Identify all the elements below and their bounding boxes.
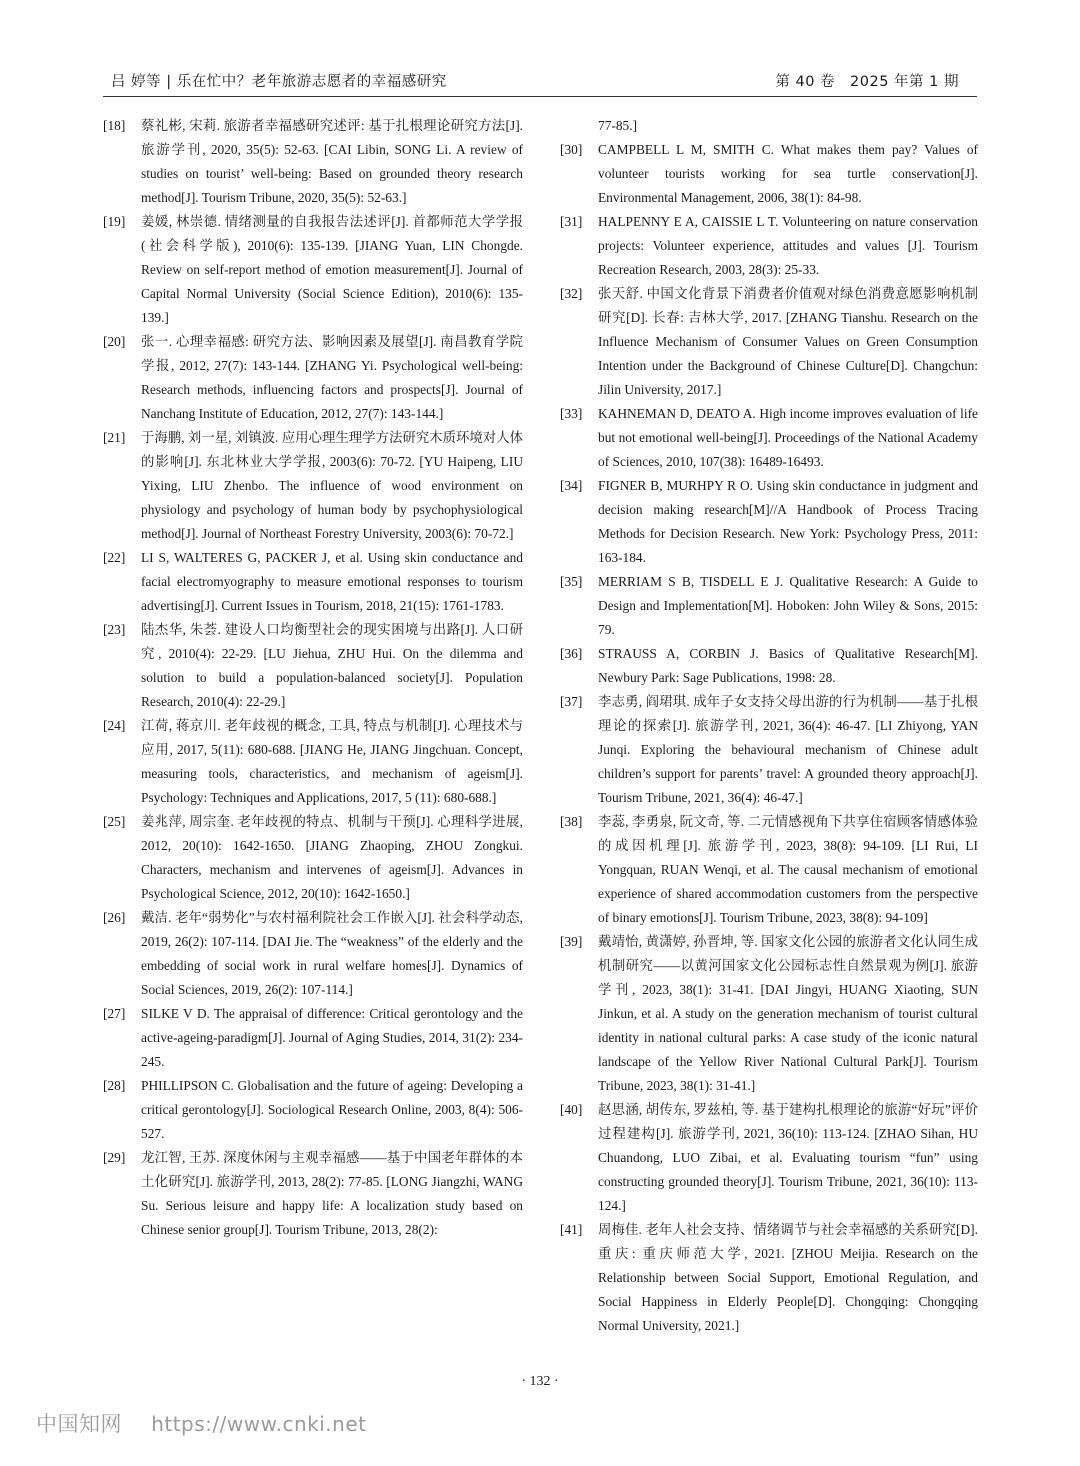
reference-item bbox=[560, 690, 978, 810]
reference-item bbox=[560, 138, 978, 210]
reference-number: [26] bbox=[103, 910, 126, 925]
reference-item bbox=[103, 546, 523, 618]
reference-text: 姜媛, 林崇德. 情绪测量的自我报告法述评[J]. 首都师范大学学报(社会科学版), 2010(6): 135-139. [JIANG Yuan, LIN Chongde. Review on self-report method of emotion measurement[J]. Journal of Capital Normal University (Social Science Edition), 2010(6): 135-139.] bbox=[141, 214, 523, 325]
reference-number: [27] bbox=[103, 1006, 126, 1021]
reference-text: 江荷, 蒋京川. 老年歧视的概念, 工具, 特点与机制[J]. 心理技术与应用, 2017, 5(11): 680-688. [JIANG He, JIANG Jingchuan. Concept, measuring tools, characteristics, and mechanism of ageism[J]. Psychology: Techniques and Applications, 2017, 5 (11): 680-688.] bbox=[141, 718, 523, 805]
reference-number: [22] bbox=[103, 550, 126, 565]
reference-item bbox=[560, 402, 978, 474]
reference-text: HALPENNY E A, CAISSIE L T. Volunteering on nature conservation projects: Volunteer experience, attitudes and values [J]. Tourism Recreation Research, 2003, 28(3): 25-33. bbox=[598, 214, 978, 277]
reference-item bbox=[103, 1002, 523, 1074]
reference-text: 李蕊, 李勇泉, 阮文奇, 等. 二元情感视角下共享住宿顾客情感体验的成因机理[J]. 旅游学刊, 2023, 38(8): 94-109. [LI Rui, LI Yongquan, RUAN Wenqi, et al. The causal mechanism of emotional experience of shared accommodation customers from the perspective of binary emotions[J]. Tourism Tribune, 2023, 38(8): 94-109] bbox=[598, 814, 978, 925]
watermark-url: https://www.cnki.net bbox=[151, 1412, 367, 1436]
reference-item bbox=[103, 810, 523, 906]
reference-number: [33] bbox=[560, 406, 583, 421]
reference-item bbox=[560, 1218, 978, 1338]
reference-text: 李志勇, 阎珺琪. 成年子女支持父母出游的行为机制——基于扎根理论的探索[J]. 旅游学刊, 2021, 36(4): 46-47. [LI Zhiyong, YAN Junqi. Exploring the behavioural mechanism of Chinese adult children’s support for parents’ travel: A grounded theory approach[J]. Tourism Tribune, 2021, 36(4): 46-47.] bbox=[598, 694, 978, 805]
reference-text: 戴靖怡, 黄潇婷, 孙晋坤, 等. 国家文化公园的旅游者文化认同生成机制研究——以黄河国家文化公园标志性自然景观为例[J]. 旅游学刊, 2023, 38(1): 31-41. [DAI Jingyi, HUANG Xiaoting, SUN Jinkun, et al. A study on the generation mechanism of tourist cultural identity in national cultural parks: A case study of the iconic natural landscape of the Yellow River National Cultural Park[J]. Tourism Tribune, 2023, 38(1): 31-41.] bbox=[598, 934, 978, 1093]
reference-number: [38] bbox=[560, 814, 583, 829]
reference-number: [32] bbox=[560, 286, 583, 301]
reference-number: [25] bbox=[103, 814, 126, 829]
reference-item bbox=[560, 642, 978, 690]
reference-number: [31] bbox=[560, 214, 583, 229]
watermark-brand: 中国知网 bbox=[36, 1412, 122, 1436]
reference-text: 姜兆萍, 周宗奎. 老年歧视的特点、机制与干预[J]. 心理科学进展, 2012, 20(10): 1642-1650. [JIANG Zhaoping, ZHOU Zongkui. Characters, mechanism and intervenes of ageism[J]. Advances in Psychological Science, 2012, 20(10): 1642-1650.] bbox=[141, 814, 523, 901]
reference-item bbox=[103, 618, 523, 714]
reference-text: 陆杰华, 朱荟. 建设人口均衡型社会的现实困境与出路[J]. 人口研究, 2010(4): 22-29. [LU Jiehua, ZHU Hui. On the dilemma and solution to build a population-balanced society[J]. Population Research, 2010(4): 22-29.] bbox=[141, 622, 523, 709]
reference-text: STRAUSS A, CORBIN J. Basics of Qualitative Research[M]. Newbury Park: Sage Publications, 1998: 28. bbox=[598, 646, 978, 685]
reference-item bbox=[103, 210, 523, 330]
references-right-column bbox=[560, 114, 978, 1338]
reference-continuation: 77-85.] bbox=[598, 118, 638, 133]
reference-number: [21] bbox=[103, 430, 126, 445]
reference-item bbox=[103, 426, 523, 546]
page-number: · 132 · bbox=[521, 1374, 559, 1389]
reference-text: 张天舒. 中国文化背景下消费者价值观对绿色消费意愿影响机制研究[D]. 长春: 吉林大学, 2017. [ZHANG Tianshu. Research on the Influence Mechanism of Consumer Values on Green Consumption Intention under the Background of Chinese Culture[D]. Changchun: Jilin University, 2017.] bbox=[598, 286, 978, 397]
reference-number: [41] bbox=[560, 1222, 583, 1237]
reference-text: FIGNER B, MURHPY R O. Using skin conductance in judgment and decision making research[M]//A Handbook of Process Tracing Methods for Decision Research. New York: Psychology Press, 2011: 163-184. bbox=[598, 478, 978, 565]
reference-number: [30] bbox=[560, 142, 583, 157]
reference-number: [19] bbox=[103, 214, 126, 229]
reference-text: KAHNEMAN D, DEATO A. High income improves evaluation of life but not emotional well-being[J]. Proceedings of the National Academy of Sciences, 2010, 107(38): 16489-16493. bbox=[598, 406, 978, 469]
reference-item bbox=[560, 474, 978, 570]
reference-number: [39] bbox=[560, 934, 583, 949]
reference-number: [24] bbox=[103, 718, 126, 733]
reference-item bbox=[103, 906, 523, 1002]
reference-number: [34] bbox=[560, 478, 583, 493]
reference-text: 周梅佳. 老年人社会支持、情绪调节与社会幸福感的关系研究[D]. 重庆: 重庆师范大学, 2021. [ZHOU Meijia. Research on the Relationship between Social Support, Emotional Regulation, and Social Happiness in Elderly People[D]. Chongqing: Chongqing Normal University, 2021.] bbox=[598, 1222, 978, 1333]
reference-item bbox=[560, 282, 978, 402]
reference-number: [36] bbox=[560, 646, 583, 661]
references-left-column bbox=[103, 114, 523, 1242]
reference-number: [20] bbox=[103, 334, 126, 349]
reference-number: [23] bbox=[103, 622, 126, 637]
reference-text: MERRIAM S B, TISDELL E J. Qualitative Research: A Guide to Design and Implementation[M]. Hoboken: John Wiley & Sons, 2015: 79. bbox=[598, 574, 978, 637]
reference-text: 张一. 心理幸福感: 研究方法、影响因素及展望[J]. 南昌教育学院学报, 2012, 27(7): 143-144. [ZHANG Yi. Psychological well-being: Research methods, influencing factors and prospects[J]. Journal of Nanchang Institute of Education, 2012, 27(7): 143-144.] bbox=[141, 334, 523, 421]
reference-number: [35] bbox=[560, 574, 583, 589]
reference-item bbox=[103, 1146, 523, 1242]
reference-text: LI S, WALTERES G, PACKER J, et al. Using skin conductance and facial electromyography to measure emotional responses to tourism advertising[J]. Current Issues in Tourism, 2018, 21(15): 1761-1783. bbox=[141, 550, 523, 613]
reference-text: 于海鹏, 刘一星, 刘镇波. 应用心理生理学方法研究木质环境对人体的影响[J]. 东北林业大学学报, 2003(6): 70-72. [YU Haipeng, LIU Yixing, LIU Zhenbo. The influence of wood environment on physiology and psychology of human body by psychophysiological method[J]. Journal of Northeast Forestry University, 2003(6): 70-72.] bbox=[141, 430, 523, 541]
reference-item bbox=[103, 114, 523, 210]
reference-number: [37] bbox=[560, 694, 583, 709]
reference-text: 戴洁. 老年“弱势化”与农村福利院社会工作嵌入[J]. 社会科学动态, 2019, 26(2): 107-114. [DAI Jie. The “weakness” of the elderly and the embedding of social work in rural welfare homes[J]. Dynamics of Social Sciences, 2019, 26(2): 107-114.] bbox=[141, 910, 523, 997]
reference-item bbox=[560, 210, 978, 282]
header-volume-issue: 第 40 卷 2025 年第 1 期 bbox=[775, 74, 959, 90]
reference-text: SILKE V D. The appraisal of difference: Critical gerontology and the active-ageing-paradigm[J]. Journal of Aging Studies, 2014, 31(2): 234-245. bbox=[141, 1006, 523, 1069]
reference-item bbox=[103, 1074, 523, 1146]
reference-item bbox=[560, 1098, 978, 1218]
reference-item bbox=[560, 930, 978, 1098]
cnki-watermark bbox=[36, 1408, 366, 1438]
reference-number: [40] bbox=[560, 1102, 583, 1117]
running-header bbox=[103, 66, 977, 97]
reference-number: [18] bbox=[103, 118, 126, 133]
reference-item bbox=[560, 570, 978, 642]
reference-text: 龙江智, 王苏. 深度休闲与主观幸福感——基于中国老年群体的本土化研究[J]. 旅游学刊, 2013, 28(2): 77-85. [LONG Jiangzhi, WANG Su. Serious leisure and happy life: A localization study based on Chinese senior group[J]. Tourism Tribune, 2013, 28(2): bbox=[141, 1150, 523, 1237]
reference-number: [28] bbox=[103, 1078, 126, 1093]
reference-item bbox=[103, 714, 523, 810]
header-article-title: 吕 婷等 | 乐在忙中？老年旅游志愿者的幸福感研究 bbox=[111, 74, 447, 90]
reference-item bbox=[103, 330, 523, 426]
reference-text: PHILLIPSON C. Globalisation and the future of ageing: Developing a critical gerontology[J]. Sociological Research Online, 2003, 8(4): 506-527. bbox=[141, 1078, 523, 1141]
reference-text: 蔡礼彬, 宋莉. 旅游者幸福感研究述评: 基于扎根理论研究方法[J]. 旅游学刊, 2020, 35(5): 52-63. [CAI Libin, SONG Li. A review of studies on tourist’ well-being: Based on grounded theory research method[J]. Tourism Tribune, 2020, 35(5): 52-63.] bbox=[141, 118, 523, 205]
reference-text: CAMPBELL L M, SMITH C. What makes them pay? Values of volunteer tourists working for sea turtle conservation[J]. Environmental Management, 2006, 38(1): 84-98. bbox=[598, 142, 978, 205]
reference-number: [29] bbox=[103, 1150, 126, 1165]
reference-text: 赵思涵, 胡传东, 罗兹柏, 等. 基于建构扎根理论的旅游“好玩”评价过程建构[J]. 旅游学刊, 2021, 36(10): 113-124. [ZHAO Sihan, HU Chuandong, LUO Zibai, et al. Evaluating tourism “fun” using constructing grounded theory[J]. Tourism Tribune, 2021, 36(10): 113-124.] bbox=[598, 1102, 978, 1213]
reference-item bbox=[560, 810, 978, 930]
